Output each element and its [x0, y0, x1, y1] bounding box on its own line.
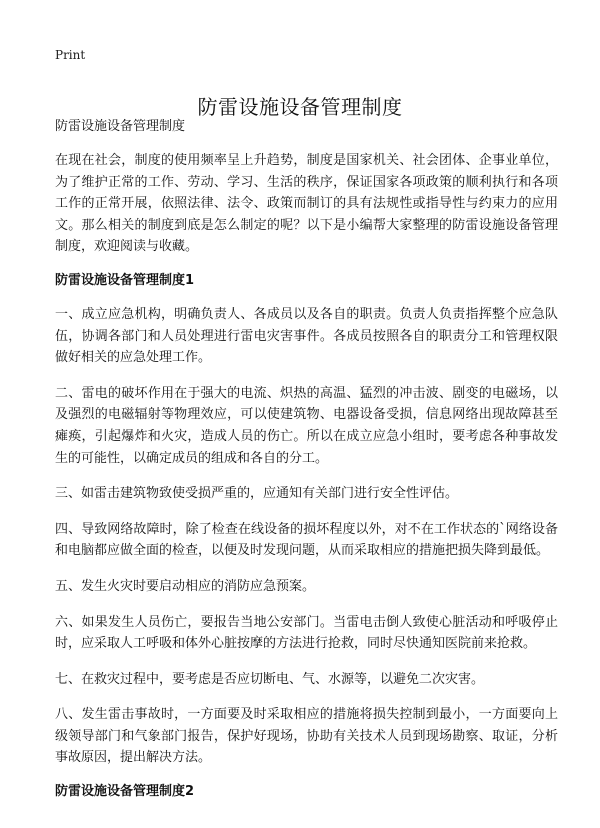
list-item: 四、导致网络故障时，除了检查在线设备的损坏程度以外，对不在工作状态的`网络设备和电脑都应做全面的检查，以便及时发现问题，从而采取相应的措施把损失降到最低。: [55, 521, 558, 559]
list-item: 八、发生雷击事故时，一方面要及时采取相应的措施将损失控制到最小，一方面要向上级领导部门和气象部门报告，保护好现场，协助有关技术人员到现场勘察、取证，分析事故原因，提出解决方法。: [55, 707, 558, 766]
list-item: 六、如果发生人员伤亡，要报告当地公安部门。当雷电击倒人致使心脏活动和呼吸停止时，应采取人工呼吸和体外心脏按摩的方法进行抢救，同时尽快通知医院前来抢救。: [55, 614, 558, 652]
intro-paragraph: 在现在社会，制度的使用频率呈上升趋势，制度是国家机关、社会团体、企事业单位，为了维护正常的工作、劳动、学习、生活的秩序，保证国家各项政策的顺利执行和各项工作的正常开展，依照法律、法令、政策而制订的具有法规性或指导性与约束力的应用文。那么相关的制度到底是怎么制定的呢？以下是小编帮大家整理的防雷设施设备管理制度，欢迎阅读与收藏。: [55, 153, 558, 255]
list-item: 五、发生火灾时要启动相应的消防应急预案。: [55, 578, 316, 594]
section-heading-2: 防雷设施设备管理制度2: [55, 784, 195, 800]
section-heading-1: 防雷设施设备管理制度1: [55, 272, 195, 288]
list-item: 一、成立应急机构，明确负责人、各成员以及各自的职责。负责人负责指挥整个应急队伍，协调各部门和人员处理进行雷电灾害事件。各成员按照各自的职责分工和管理权限做好相关的应急处理工作。: [55, 306, 558, 366]
document-body: [55, 118, 558, 815]
document-subtitle: 防雷设施设备管理制度: [55, 119, 186, 134]
list-item: 二、雷电的破坏作用在于强大的电流、炽热的高温、猛烈的冲击波、剧变的电磁场，以及强烈的电磁辐射等物理效应，可以使建筑物、电器设备受损，信息网络出现故障甚至瘫痪，引起爆炸和火灾，造成人员的伤亡。所以在成立应急小组时，要考虑各种事故发生的可能性，以确定成员的组成和各自的分工。: [55, 385, 558, 466]
print-link[interactable]: Print: [55, 48, 86, 62]
page-title: 防雷设施设备管理制度: [197, 95, 403, 120]
list-item: 三、如雷击建筑物致使受损严重的，应通知有关部门进行安全性评估。: [55, 486, 459, 502]
list-item: 七、在救灾过程中，要考虑是否应切断电、气、水源等，以避免二次灾害。: [55, 671, 485, 687]
